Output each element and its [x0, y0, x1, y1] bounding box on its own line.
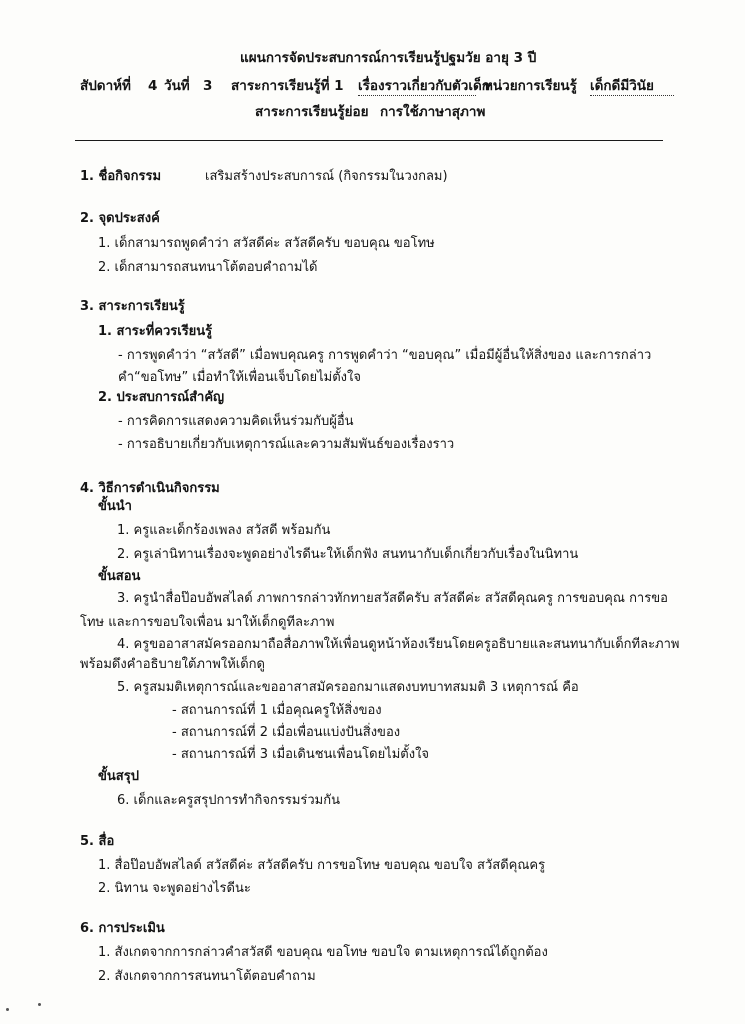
- s4-step: 3. ครูนำสื่อป๊อบอัพสไลด์ ภาพการกล่าวทักทายสวัสดีครับ สวัสดีค่ะ สวัสดีคุณครู การขอบคุณ การขอ: [117, 591, 668, 606]
- s4-situation: - สถานการณ์ที่ 3 เมื่อเดินชนเพื่อนโดยไม่ตั้งใจ: [172, 747, 430, 762]
- s6-heading: 6. การประเมิน: [80, 921, 165, 936]
- s2-heading: 2. จุดประสงค์: [80, 211, 160, 226]
- s6-item: 1. สังเกตจากการกล่าวคำสวัสดี ขอบคุณ ขอโทษ ขอบใจ ตามเหตุการณ์ได้ถูกต้อง: [98, 945, 548, 960]
- header-divider: [75, 140, 663, 141]
- s3-sub1-line: คำ“ขอโทษ” เมื่อทำให้เพื่อนเจ็บโดยไม่ตั้งใจ: [118, 370, 361, 385]
- s4-step-continued: โทษ และการขอบใจเพื่อน มาให้เด็กดูทีละภาพ: [80, 615, 335, 630]
- header-sub-value: การใช้ภาษาสุภาพ: [380, 104, 486, 120]
- s2-item: 1. เด็กสามารถพูดคำว่า สวัสดีค่ะ สวัสดีครับ ขอบคุณ ขอโทษ: [98, 236, 435, 251]
- plan-title: แผนการจัดประสบการณ์การเรียนรู้ปฐมวัย อายุ 3 ปี: [240, 50, 537, 66]
- s4-step: 4. ครูขออาสาสมัครออกมาถือสื่อภาพให้เพื่อนดูหน้าห้องเรียนโดยครูอธิบายและสนทนากับเด็กทีละภาพ: [117, 637, 680, 652]
- header-week-value: 4: [148, 78, 158, 94]
- s1-value: เสริมสร้างประสบการณ์ (กิจกรรมในวงกลม): [205, 169, 448, 184]
- s4-situation: - สถานการณ์ที่ 2 เมื่อเพื่อนแบ่งปันสิ่งของ: [172, 725, 401, 740]
- header-day-label: วันที่: [164, 78, 190, 94]
- scan-speck: [38, 1003, 41, 1006]
- header-week-label: สัปดาห์ที่: [80, 78, 131, 94]
- s6-item: 2. สังเกตจากการสนทนาโต้ตอบคำถาม: [98, 969, 316, 984]
- scan-speck: [6, 1008, 9, 1011]
- s4-intro-label: ขั้นนำ: [98, 499, 132, 514]
- s5-item: 2. นิทาน จะพูดอย่างไรดีนะ: [98, 881, 251, 896]
- s3-sub2-item: - การอธิบายเกี่ยวกับเหตุการณ์และความสัมพันธ์ของเรื่องราว: [118, 437, 455, 452]
- header-standard-label: สาระการเรียนรู้ที่ 1: [231, 78, 344, 94]
- s2-item: 2. เด็กสามารถสนทนาโต้ตอบคำถามได้: [98, 260, 318, 275]
- s1-heading: 1. ชื่อกิจกรรม: [80, 169, 162, 184]
- s4-step: 6. เด็กและครูสรุปการทำกิจกรรมร่วมกัน: [117, 793, 340, 808]
- s3-sub2-heading: 2. ประสบการณ์สำคัญ: [98, 390, 225, 405]
- s4-step: 5. ครูสมมติเหตุการณ์และขออาสาสมัครออกมาแสดงบทบาทสมมติ 3 เหตุการณ์ คือ: [117, 680, 579, 695]
- s4-teach-label: ขั้นสอน: [98, 569, 141, 584]
- s3-sub2-item: - การคิดการแสดงความคิดเห็นร่วมกับผู้อื่น: [118, 414, 354, 429]
- s4-heading: 4. วิธีการดำเนินกิจกรรม: [80, 481, 220, 496]
- s3-heading: 3. สาระการเรียนรู้: [80, 299, 185, 314]
- s4-step: 1. ครูและเด็กร้องเพลง สวัสดี พร้อมกัน: [117, 523, 331, 538]
- header-sub-label: สาระการเรียนรู้ย่อย: [255, 104, 369, 120]
- s4-step: 2. ครูเล่านิทานเรื่องจะพูดอย่างไรดีนะให้เด็กฟัง สนทนากับเด็กเกี่ยวกับเรื่องในนิทาน: [117, 547, 579, 562]
- s3-sub1-line: - การพูดคำว่า “สวัสดี” เมื่อพบคุณครู การพูดคำว่า “ขอบคุณ” เมื่อมีผู้อื่นให้สิ่งของ และการกล่าว: [118, 348, 652, 363]
- s4-summary-label: ขั้นสรุป: [98, 769, 139, 784]
- s4-situation: - สถานการณ์ที่ 1 เมื่อคุณครูให้สิ่งของ: [172, 703, 382, 718]
- header-day-value: 3: [203, 78, 213, 94]
- s4-step-continued: พร้อมดึงคำอธิบายใต้ภาพให้เด็กดู: [80, 657, 265, 672]
- s5-heading: 5. สื่อ: [80, 834, 115, 849]
- s3-sub1-heading: 1. สาระที่ควรเรียนรู้: [98, 324, 213, 339]
- header-unit-label: หน่วยการเรียนรู้: [484, 78, 577, 94]
- header-story: เรื่องราวเกี่ยวกับตัวเด็ก: [358, 78, 490, 94]
- s5-item: 1. สื่อป๊อบอัพสไลด์ สวัสดีค่ะ สวัสดีครับ การขอโทษ ขอบคุณ ขอบใจ สวัสดีคุณครู: [98, 858, 546, 873]
- header-unit: เด็กดีมีวินัย: [590, 78, 674, 96]
